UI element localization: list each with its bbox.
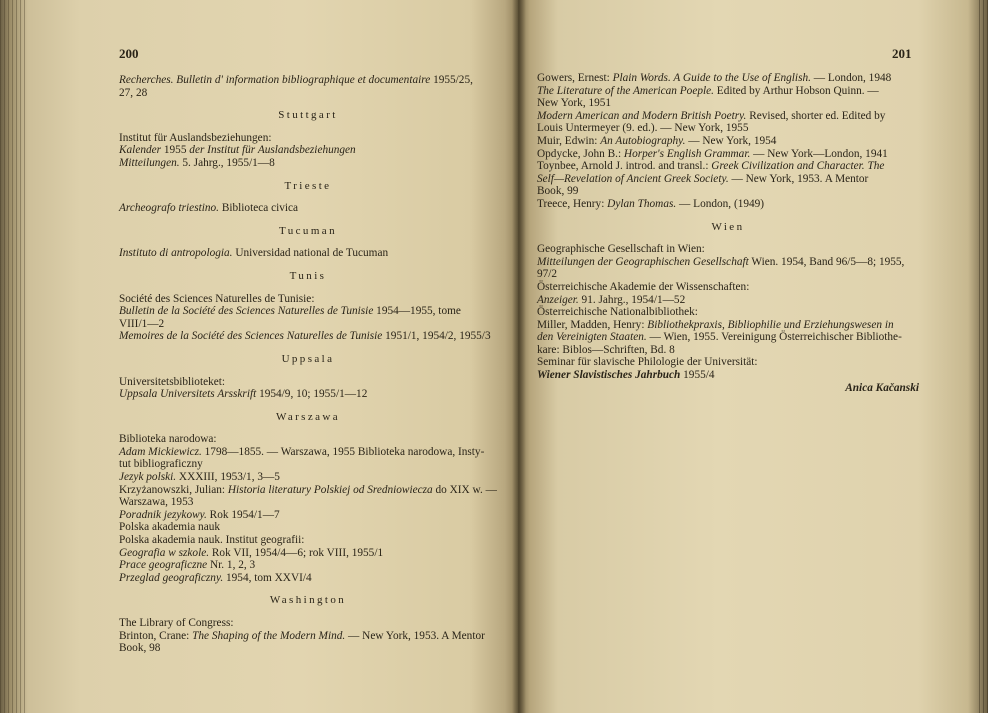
entry-gowers <box>537 72 919 85</box>
entry-detail: — New York—London, 1941 <box>750 147 888 160</box>
entry-detail: Rok VII, 1954/4—6; rok VIII, 1955/1 <box>209 546 384 559</box>
city-heading-wien: Wien <box>711 220 745 233</box>
entry-title: Anzeiger. <box>537 293 579 306</box>
book-gutter <box>512 0 526 713</box>
entry-treece <box>537 198 919 211</box>
entry-memoires <box>119 330 497 343</box>
entry-detail: 27, 28 <box>119 86 148 99</box>
page-edges <box>0 0 26 713</box>
entry-detail: 5. Jahrg., 1955/1—8 <box>179 156 275 169</box>
entry-detail: — New York, 1953. A Mentor <box>345 629 485 642</box>
entry-title: Self—Revelation of Ancient Greek Society. <box>537 172 729 185</box>
institution: Universitetsbiblioteket: <box>119 375 226 388</box>
entry-detail: Warszawa, 1953 <box>119 496 194 509</box>
entry-detail: 1955/4 <box>680 369 715 382</box>
entry-miller <box>537 319 919 332</box>
entry-title: The Literature of the American Poeple. <box>537 84 714 97</box>
entry-author: Muir, Edwin: <box>537 134 601 147</box>
entry-poradnik <box>119 509 497 522</box>
entry-archeografo <box>119 202 497 215</box>
city-heading-warszawa: Warszawa <box>275 410 341 423</box>
entry-detail: 1798—1855. — Warszawa, 1955 Biblioteka narodowa, Insty- <box>201 445 485 458</box>
entry-title: den Vereinigten Staaten. <box>537 331 647 344</box>
entry-detail: 1951/1, 1954/2, 1955/3 <box>382 330 491 343</box>
entry-detail: 1954, tom XXVI/4 <box>223 571 312 584</box>
entry-detail: 1955 <box>161 144 190 157</box>
entry-title: Horper's English Grammar. <box>623 147 751 160</box>
institution: Institut für Auslandsbeziehungen: <box>119 131 272 144</box>
right-page <box>518 0 988 713</box>
institution: Geographische Gesellschaft in Wien: <box>537 243 705 256</box>
entry-krzyzanowski <box>119 484 497 497</box>
entry-author: Krzyżanowszki, Julian: <box>119 483 228 496</box>
entry-detail: 1954/9, 10; 1955/1—12 <box>256 388 368 401</box>
entry-author: Treece, Henry: <box>537 197 608 210</box>
entry-title: Mitteilungen der Geographischen Gesellschaft <box>537 255 749 268</box>
entry-detail: Nr. 1, 2, 3 <box>207 559 256 572</box>
entry-detail: Rok 1954/1—7 <box>206 508 280 521</box>
entry-mickiewicz <box>119 446 497 459</box>
entry-przeglad <box>119 572 497 585</box>
entry-mitteilungen <box>119 157 497 170</box>
entry-title: Recherches. Bulletin d' information bibliographique et documentaire <box>119 74 431 86</box>
entry-title: Greek Civilization and Character. The <box>711 160 885 173</box>
institution: Polska akademia nauk <box>119 521 221 534</box>
entry-detail: tut bibliograficzny <box>119 458 203 471</box>
entry-title: Historia literatury Polskiej od Sredniowiecza <box>227 483 433 496</box>
entry-recherches <box>119 74 497 87</box>
entry-detail: — London, (1949) <box>676 197 765 210</box>
entry-wiener-slavistisches <box>537 369 919 382</box>
entry-title: der Institut für Auslandsbeziehungen <box>189 144 356 157</box>
entry-title: Przeglad geograficzny. <box>119 571 224 584</box>
entry-geographischen <box>537 256 919 269</box>
entry-title: Memoires de la Société des Sciences Naturelles de Tunisie <box>119 330 383 343</box>
institution: Österreichische Akademie der Wissenschaften: <box>537 280 750 293</box>
entry-kalender <box>119 144 497 157</box>
entry-miller-cont <box>537 331 919 344</box>
city-heading-trieste: Trieste <box>284 179 332 192</box>
entry-detail: — New York, 1953. A Mentor <box>728 172 869 185</box>
entry-title: Uppsala Universitets Arsskrift <box>119 388 257 401</box>
entry-detail: Wien. 1954, Band 96/5—8; 1955, <box>748 255 905 268</box>
entry-detail: — London, 1948 <box>810 72 892 84</box>
entry-detail: Revised, shorter ed. Edited by <box>746 109 886 122</box>
entry-title: The Shaping of the Modern Mind. <box>192 629 346 642</box>
entry-title: Instituto di antropologia. <box>119 247 233 260</box>
city-heading-washington: Washington <box>269 594 347 607</box>
institution: Polska akademia nauk. Institut geografii: <box>119 534 305 547</box>
entry-geografia <box>119 547 497 560</box>
entry-detail: Book, 99 <box>537 185 579 198</box>
entry-detail: Louis Untermeyer (9. ed.). — New York, 1955 <box>537 122 749 135</box>
entry-title: Modern American and Modern British Poetry. <box>537 109 747 122</box>
entry-literature <box>537 85 919 98</box>
entry-detail: 91. Jahrg., 1954/1—52 <box>578 293 686 306</box>
entry-arsskrift <box>119 388 497 401</box>
entry-jezyk <box>119 471 497 484</box>
city-heading-tunis: Tunis <box>289 269 327 282</box>
page-number-right: 201 <box>892 46 912 61</box>
entry-title: Wiener Slavistisches Jahrbuch <box>537 369 681 382</box>
entry-detail: 1954—1955, tome <box>373 305 461 318</box>
institution: Seminar für slavische Philologie der Universität: <box>537 356 758 369</box>
entry-prace <box>119 559 497 572</box>
entry-author: Opdycke, John B.: <box>537 147 624 160</box>
institution: Österreichische Nationalbibliothek: <box>537 306 698 319</box>
institution: Biblioteka narodowa: <box>119 433 217 446</box>
entry-detail: Edited by Arthur Hobson Quinn. — <box>713 84 879 97</box>
entry-brinton <box>119 630 497 643</box>
entry-title: Archeografo triestino. <box>119 202 219 215</box>
entry-detail: 97/2 <box>537 268 558 281</box>
institution: The Library of Congress: <box>119 617 234 629</box>
entry-detail: — Wien, 1955. Vereinigung Österreichischer Bibliothe- <box>646 331 902 344</box>
entry-detail: — New York, 1954 <box>685 134 777 147</box>
page-edges <box>976 0 988 713</box>
entry-detail: Book, 98 <box>119 642 161 655</box>
entry-title: Adam Mickiewicz. <box>119 445 202 458</box>
city-heading-stuttgart: Stuttgart <box>278 109 338 122</box>
entry-detail: XXXIII, 1953/1, 3—5 <box>176 471 280 484</box>
entry-title: Plain Words. A Guide to the Use of English. <box>612 72 811 84</box>
city-heading-tucuman: Tucuman <box>279 224 337 237</box>
entry-detail: kare: Biblos—Schriften, Bd. 8 <box>537 343 675 356</box>
entry-title: Bibliothekpraxis, Bibliophilie und Erziehungswesen in <box>647 318 894 331</box>
entry-title: Prace geograficzne <box>119 559 208 572</box>
entry-detail: do XIX w. — <box>432 483 497 496</box>
right-page-text <box>537 72 919 394</box>
entry-detail: Biblioteca civica <box>219 202 299 215</box>
entry-muir <box>537 135 919 148</box>
entry-title: An Autobiography. <box>600 134 686 147</box>
entry-opdycke <box>537 148 919 161</box>
entry-toynbee-cont <box>537 173 919 186</box>
entry-title: Dylan Thomas. <box>607 197 677 210</box>
entry-author: Gowers, Ernest: <box>537 72 613 84</box>
entry-title: Geografia w szkole. <box>119 546 210 559</box>
left-page-text <box>119 74 497 655</box>
entry-title: Kalender <box>119 144 162 157</box>
entry-instituto <box>119 247 497 260</box>
entry-modern-poetry <box>537 110 919 123</box>
entry-bulletin <box>119 305 497 318</box>
entry-author: Miller, Madden, Henry: <box>537 318 648 331</box>
institution: Société des Sciences Naturelles de Tunisie: <box>119 292 315 305</box>
entry-title: Jezyk polski. <box>119 471 177 484</box>
entry-detail: Universidad national de Tucuman <box>232 247 389 260</box>
author-signature: Anica Kačanski <box>845 381 919 394</box>
entry-toynbee <box>537 160 919 173</box>
entry-title: Bulletin de la Société des Sciences Naturelles de Tunisie <box>119 305 374 318</box>
entry-detail: VIII/1—2 <box>119 317 165 330</box>
entry-detail: 1955/25, <box>430 74 473 86</box>
entry-anzeiger <box>537 294 919 307</box>
entry-title: Mitteilungen. <box>119 156 180 169</box>
page-number-left: 200 <box>119 46 139 61</box>
entry-detail: New York, 1951 <box>537 97 612 110</box>
entry-author: Brinton, Crane: <box>119 629 193 642</box>
entry-author: Toynbee, Arnold J. introd. and transl.: <box>537 160 712 173</box>
city-heading-uppsala: Uppsala <box>281 352 335 365</box>
entry-title: Poradnik jezykowy. <box>119 508 207 521</box>
